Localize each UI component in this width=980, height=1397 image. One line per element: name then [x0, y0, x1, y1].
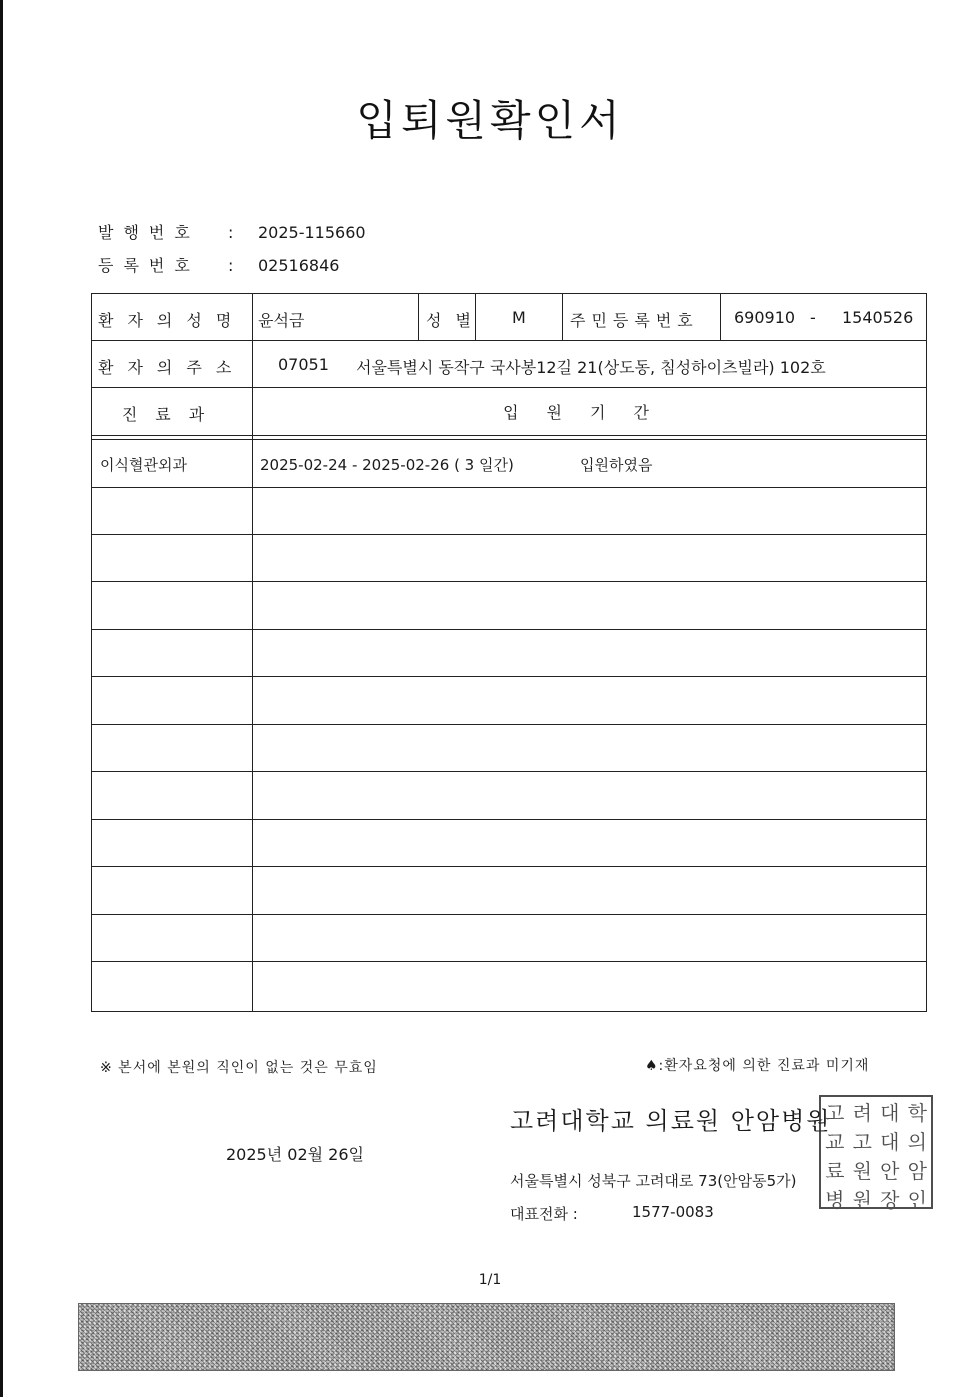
seal-glyph: 병 [825, 1188, 845, 1212]
security-pattern-strip [78, 1303, 895, 1371]
period-header: 입원기간 [503, 403, 677, 422]
registration-number-row [98, 253, 339, 276]
document-title: 입퇴원확인서 [356, 96, 624, 145]
admission-table [91, 293, 927, 1012]
sex-value: M [512, 308, 526, 327]
address-label: 환자의주소 [98, 358, 246, 377]
registration-number-label: 등록번호 [98, 256, 200, 275]
seal-glyph: 려 [852, 1101, 872, 1125]
admission-period: 2025-02-24 - 2025-02-26 ( 3 일간) [260, 456, 514, 474]
department-omitted-note: ♠:환자요청에 의한 진료과 미기재 [645, 1058, 870, 1074]
department-header: 진료과 [121, 405, 223, 424]
seal-glyph: 고 [852, 1130, 872, 1154]
patient-name: 윤석금 [258, 311, 305, 330]
page-number: 1/1 [478, 1272, 502, 1288]
table-rule [92, 771, 926, 772]
seal-glyph: 학 [907, 1101, 927, 1125]
seal-glyph: 교 [825, 1130, 845, 1154]
table-rule [92, 534, 926, 535]
patient-name-label: 환자의성명 [98, 311, 246, 330]
rrn-front: 690910 [734, 308, 796, 327]
table-rule [92, 866, 926, 867]
official-seal-stamp [819, 1095, 933, 1212]
seal-glyph: 대 [880, 1101, 900, 1125]
seal-glyph: 안 [880, 1159, 900, 1183]
rrn-dash: - [810, 308, 816, 327]
table-rule [92, 724, 926, 725]
seal-glyph: 의 [907, 1130, 927, 1154]
seal-glyph: 인 [907, 1188, 927, 1212]
patient-address: 서울특별시 동작구 국사봉12길 21(상도동, 침성하이츠빌라) 102호 [356, 358, 826, 377]
seal-glyph: 암 [907, 1159, 927, 1183]
department-value: 이식혈관외과 [100, 456, 187, 474]
invalid-without-seal-note: ※ 본서에 본원의 직인이 없는 것은 무효임 [100, 1060, 378, 1076]
table-rule [562, 294, 563, 340]
table-rule [92, 340, 926, 341]
admission-status: 입원하였음 [580, 456, 653, 474]
scan-edge [0, 0, 3, 1397]
table-rule [92, 487, 926, 488]
issue-date: 2025년 02월 26일 [226, 1145, 364, 1164]
table-rule [92, 676, 926, 677]
issue-number-label: 발행번호 [98, 223, 200, 242]
table-rule [418, 294, 419, 340]
table-rule [92, 961, 926, 962]
table-rule [92, 435, 926, 436]
registration-number-colon: : [228, 256, 234, 275]
hospital-name: 고려대학교 의료원 안암병원 [510, 1107, 832, 1135]
hospital-address: 서울특별시 성북구 고려대로 73(안암동5가) [510, 1172, 797, 1190]
seal-glyph: 대 [880, 1130, 900, 1154]
postal-code: 07051 [278, 355, 329, 374]
seal-glyph: 고 [825, 1101, 845, 1125]
table-rule [92, 581, 926, 582]
seal-glyph: 료 [825, 1159, 845, 1183]
sex-label: 성별 [426, 311, 485, 330]
rrn-back: 1540526 [842, 308, 914, 327]
table-rule [92, 629, 926, 630]
issue-number-value: 2025-115660 [258, 223, 366, 242]
seal-glyph: 장 [880, 1188, 900, 1212]
seal-glyph: 원 [852, 1159, 872, 1183]
issue-number-row [98, 220, 366, 243]
table-rule [720, 294, 721, 340]
rrn-label: 주민등록번호 [570, 311, 699, 330]
seal-glyph: 원 [852, 1188, 872, 1212]
table-rule [92, 387, 926, 388]
issue-number-colon: : [228, 223, 234, 242]
table-rule [92, 819, 926, 820]
table-rule [92, 439, 926, 440]
phone-number: 1577-0083 [632, 1203, 714, 1221]
registration-number-value: 02516846 [258, 256, 340, 275]
table-rule [252, 294, 253, 1011]
table-rule [92, 914, 926, 915]
phone-label: 대표전화 : [510, 1205, 578, 1223]
